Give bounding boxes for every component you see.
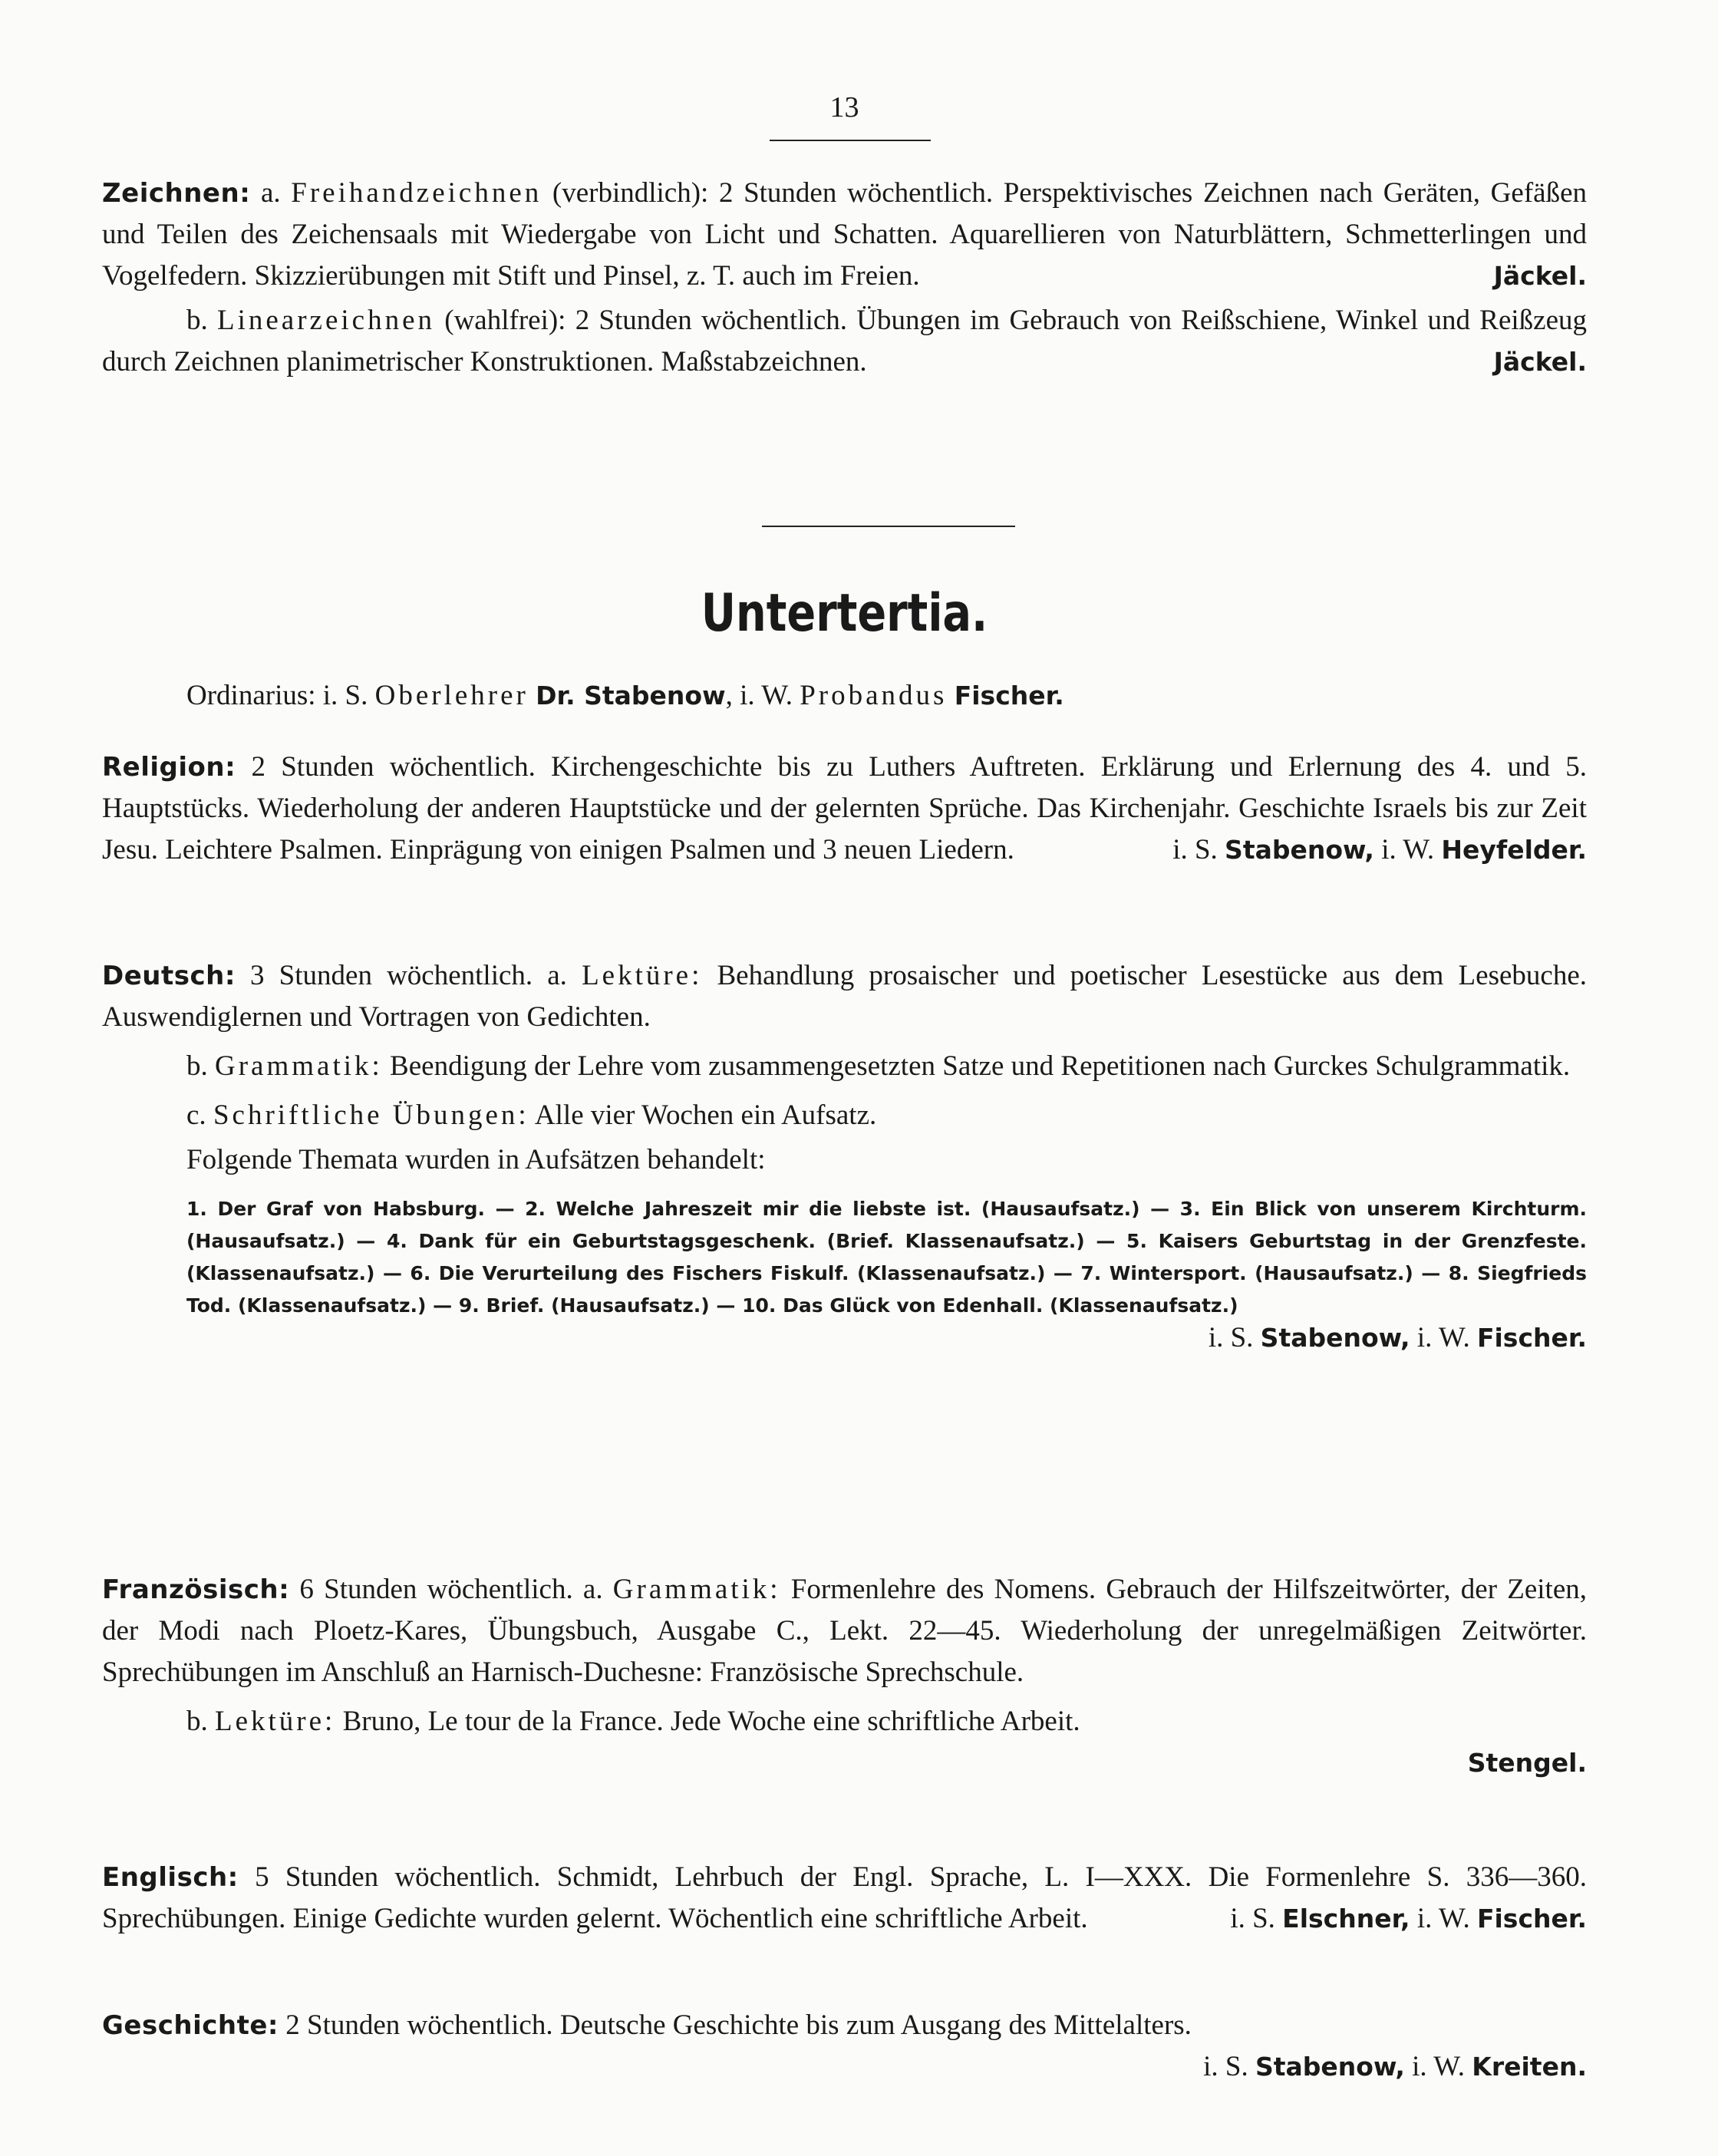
section-divider	[762, 526, 1015, 527]
religion-sig-name1: Stabenow,	[1225, 835, 1374, 865]
geschichte-heading: Geschichte:	[102, 2010, 279, 2041]
zeichnen-b	[102, 300, 1587, 383]
deutsch-themes: 1. Der Graf von Habsburg. — 2. Welche Jahreszeit mir die liebste ist. (Hausaufsatz.) — 3. Ein Blick von unserem Kirchturm. (Hausaufsatz.) — 4. Dank für ein Geburtstagsgeschenk. (Brief. Klassenaufsatz.) — 5. Kaisers Geburtstag in der Grenzfeste. (Klassenaufsatz.) — 6. Die Verurteilung des Fischers Fiskulf. (Klassenaufsatz.) — 7. Wintersport. (Hausaufsatz.) — 8. Siegfrieds Tod. (Klassenaufsatz.) — 9. Brief. (Hausaufsatz.) — 10. Das Glück von Edenhall. (Klassenaufsatz.)	[186, 1198, 1587, 1317]
zeichnen-a-term: Freihandzeichnen	[291, 177, 542, 209]
zeichnen-a	[102, 173, 1587, 297]
geschichte-sig-prefix: i. S.	[1203, 2051, 1255, 2082]
page-number: 13	[829, 91, 859, 124]
section-geschichte	[102, 2005, 1587, 2088]
deutsch-b-term: Grammatik:	[215, 1050, 383, 1082]
geschichte-text: 2 Stunden wöchentlich. Deutsche Geschichte bis zum Ausgang des Mittelalters.	[279, 2009, 1192, 2041]
deutsch-signature	[1209, 1322, 1587, 1354]
deutsch-c-text: Alle vier Wochen ein Aufsatz.	[529, 1099, 877, 1131]
deutsch-sig-name1: Stabenow,	[1260, 1323, 1410, 1353]
englisch-sig-mid: i. W.	[1410, 1903, 1477, 1934]
section-religion	[102, 747, 1587, 871]
deutsch-b	[102, 1046, 1587, 1087]
deutsch-c-term: Schriftliche Übungen:	[213, 1099, 529, 1131]
religion-sig-mid: i. W.	[1373, 834, 1442, 865]
religion-heading: Religion:	[102, 752, 236, 783]
geschichte-sig-name2: Kreiten.	[1472, 2052, 1587, 2082]
zeichnen-heading: Zeichnen:	[102, 178, 251, 209]
englisch-text: 5 Stunden wöchentlich. Schmidt, Lehrbuch der Engl. Sprache, L. I—XXX. Die Formenlehre S. 336—360. Sprechübungen. Einige Gedichte wurden gelernt. Wöchentlich eine schriftliche Arbeit.	[102, 1861, 1587, 1934]
zeichnen-a-text: (verbindlich): 2 Stunden wöchentlich. Perspektivisches Zeichnen nach Geräten, Gefäßen und Teilen des Zeichensaals mit Wiedergabe von Licht und Schatten. Aquarellieren von Naturblättern, Schmetterlingen und Vogelfedern. Skizzierübungen mit Stift und Pinsel, z. T. auch im Freien.	[102, 177, 1587, 292]
ordinarius-mid: , i. W.	[725, 680, 800, 711]
ordinarius-name2: Fischer.	[954, 681, 1064, 710]
deutsch-a-term: Lektüre:	[582, 960, 703, 991]
deutsch-b-text: Beendigung der Lehre vom zusammengesetzten Satze und Repetitionen nach Gurckes Schulgrammatik.	[382, 1050, 1571, 1082]
geschichte-signature	[102, 2046, 1587, 2088]
franzoesisch-sig-name: Stengel.	[1467, 1748, 1587, 1778]
franzoesisch-a	[102, 1569, 1587, 1693]
franzoesisch-a-text: Formenlehre des Nomens. Gebrauch der Hilfszeitwörter, der Zeiten, der Modi nach Ploetz-Kares, Übungsbuch, Ausgabe C., Lekt. 22—45. Wiederholung der unregelmäßigen Zeitwörter. Sprechübungen im Anschluß an Harnisch-Duchesne: Französische Sprechschule.	[102, 1574, 1588, 1688]
page-number-rule	[770, 140, 931, 141]
ordinarius-role1: Oberlehrer	[374, 680, 529, 711]
englisch-signature	[1230, 1898, 1587, 1940]
deutsch-c-prefix: c.	[186, 1099, 213, 1131]
section-zeichnen	[102, 173, 1587, 383]
section-englisch	[102, 1857, 1587, 1940]
zeichnen-b-text: (wahlfrei): 2 Stunden wöchentlich. Übungen im Gebrauch von Reißschiene, Winkel und Reißzeug durch Zeichnen planimetrischer Konstruktionen. Maßstabzeichnen.	[102, 305, 1588, 377]
geschichte-text-line	[102, 2005, 1587, 2046]
englisch-sig-name2: Fischer.	[1476, 1904, 1587, 1933]
section-deutsch	[102, 955, 1587, 1354]
religion-sig-prefix: i. S.	[1172, 834, 1225, 865]
zeichnen-b-teacher: Jäckel.	[1493, 347, 1587, 377]
deutsch-sig-name2: Fischer.	[1476, 1323, 1587, 1353]
deutsch-sig-mid: i. W.	[1410, 1322, 1477, 1353]
englisch-heading: Englisch:	[102, 1862, 239, 1893]
deutsch-a-text: Behandlung prosaischer und poetischer Lesestücke aus dem Lesebuche. Auswendiglernen und Vortragen von Gedichten.	[102, 960, 1588, 1033]
englisch-sig-name1: Elschner,	[1282, 1904, 1410, 1933]
geschichte-sig-mid: i. W.	[1404, 2051, 1472, 2082]
englisch-sig-prefix: i. S.	[1230, 1903, 1283, 1934]
franzoesisch-b-text: Bruno, Le tour de la France. Jede Woche eine schriftliche Arbeit.	[335, 1706, 1080, 1737]
zeichnen-b-term: Linearzeichnen	[217, 305, 436, 336]
deutsch-a	[102, 955, 1587, 1038]
religion-signature	[1172, 829, 1587, 871]
section-franzoesisch	[102, 1569, 1587, 1784]
religion-sig-name2: Heyfelder.	[1441, 835, 1587, 865]
deutsch-b-prefix: b.	[186, 1050, 215, 1082]
ordinarius-role2: Probandus	[800, 680, 948, 711]
ordinarius-name1: Dr. Stabenow	[536, 681, 726, 710]
class-title: Untertertia.	[701, 583, 988, 644]
franzoesisch-heading: Französisch:	[102, 1574, 290, 1605]
deutsch-a-prefix: 3 Stunden wöchentlich. a.	[235, 960, 582, 991]
zeichnen-a-prefix: a.	[260, 177, 292, 209]
zeichnen-a-teacher: Jäckel.	[1493, 261, 1587, 291]
deutsch-c	[102, 1095, 1587, 1136]
geschichte-sig-name1: Stabenow,	[1255, 2052, 1405, 2082]
deutsch-sig-prefix: i. S.	[1208, 1322, 1261, 1353]
deutsch-themes-intro: Folgende Themata wurden in Aufsätzen behandelt:	[186, 1144, 766, 1175]
franzoesisch-b-term: Lektüre:	[215, 1706, 336, 1737]
ordinarius-label: Ordinarius: i. S.	[186, 680, 375, 711]
franzoesisch-signature	[102, 1742, 1587, 1784]
zeichnen-b-prefix: b.	[186, 305, 217, 336]
religion-text: 2 Stunden wöchentlich. Kirchengeschichte bis zu Luthers Auftreten. Erklärung und Erlernung des 4. und 5. Hauptstücks. Wiederholung der anderen Hauptstücke und der gelernten Sprüche. Das Kirchenjahr. Geschichte Israels bis zur Zeit Jesu. Leichtere Psalmen. Einprägung von einigen Psalmen und 3 neuen Liedern.	[102, 751, 1587, 865]
franzoesisch-a-prefix: 6 Stunden wöchentlich. a.	[289, 1574, 613, 1605]
franzoesisch-b-prefix: b.	[186, 1706, 215, 1737]
franzoesisch-b	[102, 1701, 1587, 1742]
ordinarius-line	[102, 675, 1587, 717]
deutsch-themes-list	[102, 1193, 1587, 1354]
franzoesisch-a-term: Grammatik:	[612, 1574, 781, 1605]
deutsch-heading: Deutsch:	[102, 961, 236, 991]
